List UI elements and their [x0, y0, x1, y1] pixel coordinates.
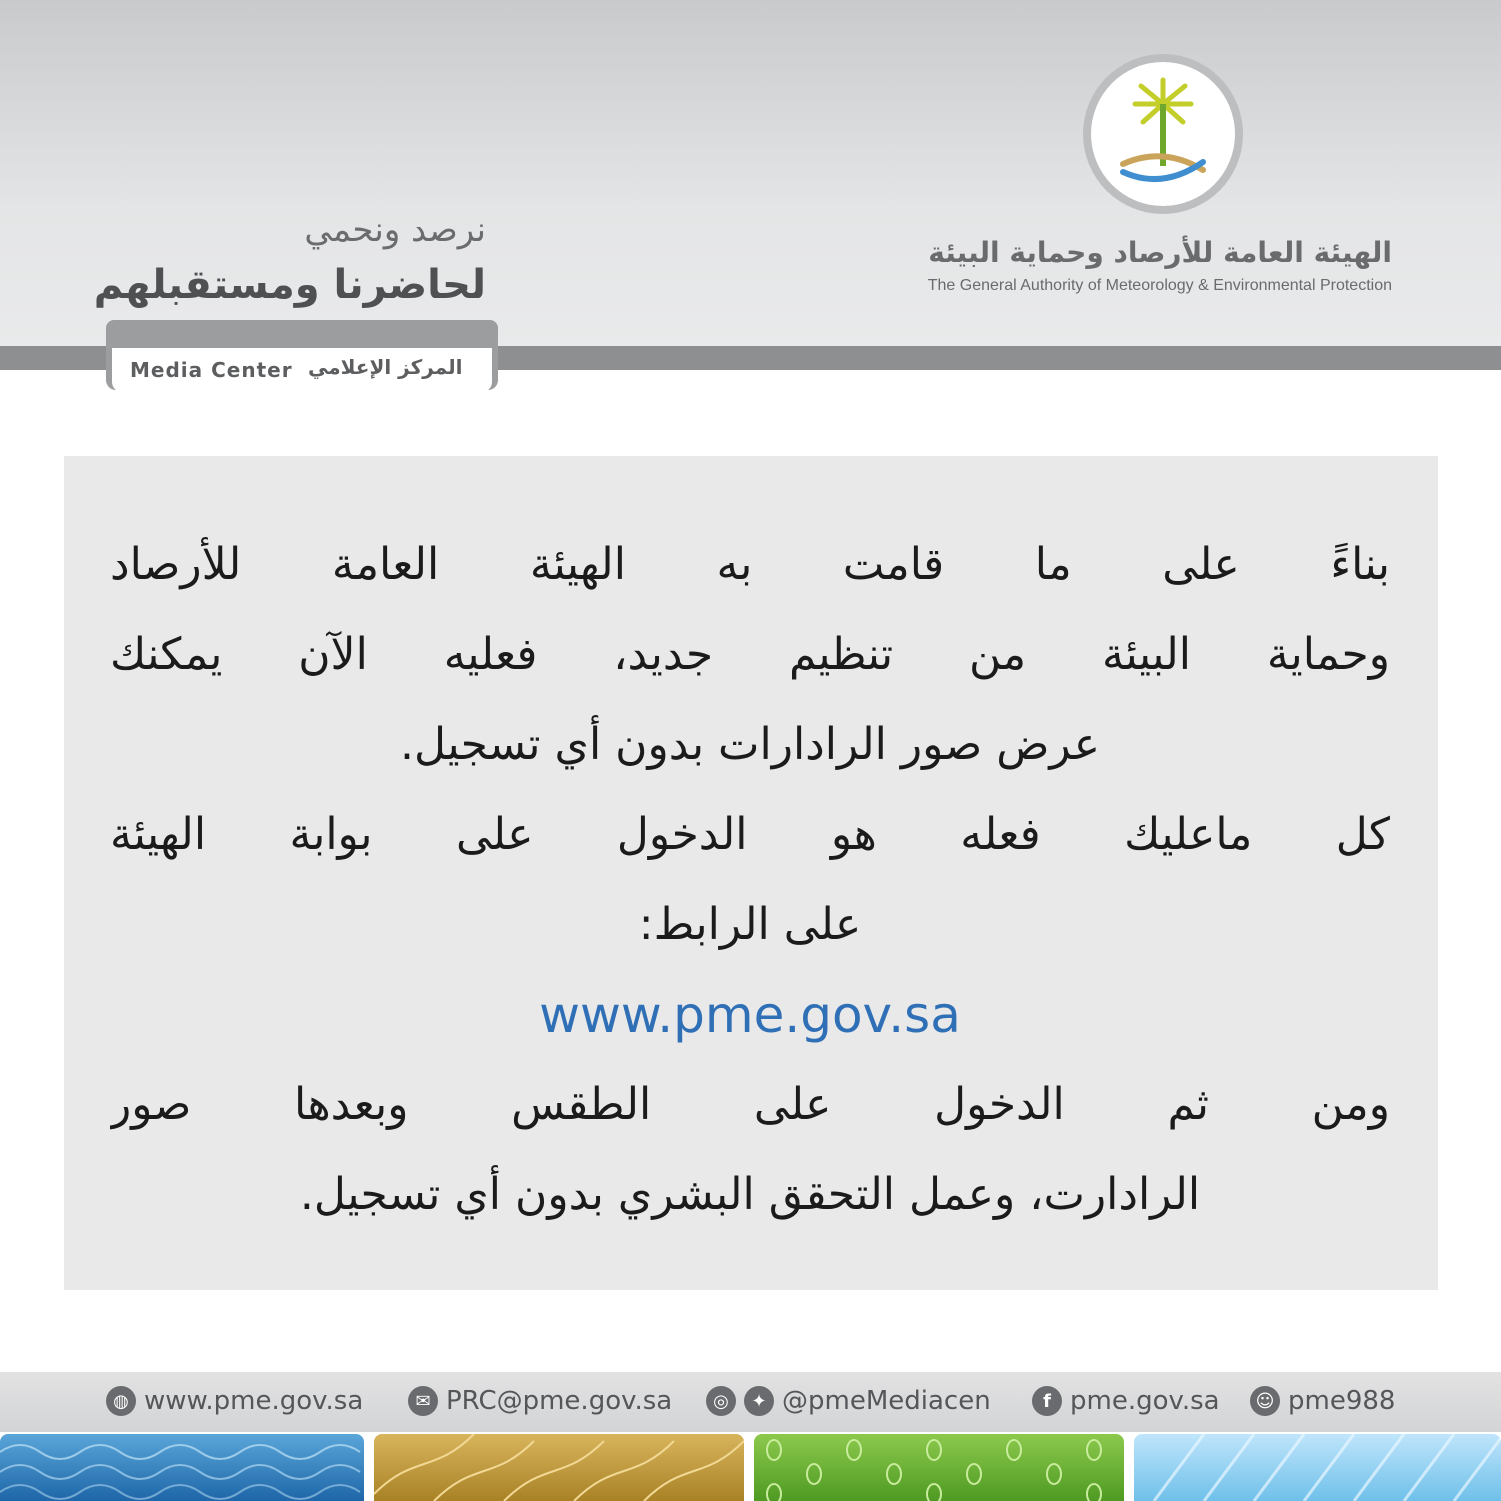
notice-line: كل ماعليك فعله هو الدخول على بوابة الهيئة [110, 809, 1390, 860]
contact-facebook[interactable] [1032, 1384, 1220, 1418]
portal-link[interactable]: www.pme.gov.sa [539, 986, 961, 1044]
contact-website-label: www.pme.gov.sa [144, 1386, 364, 1416]
sky-pattern-tile [1134, 1434, 1501, 1501]
notice-line: بناءً على ما قامت به الهيئة العامة للأرصاد [110, 539, 1390, 590]
vegetation-pattern-tile [754, 1434, 1124, 1501]
snapchat-icon: ☺ [1250, 1386, 1280, 1416]
mail-icon: ✉ [408, 1386, 438, 1416]
palm-swords-emblem-icon [1081, 52, 1245, 216]
notice-line: عرض صور الرادارات بدون أي تسجيل. [400, 719, 1100, 770]
media-center-label-ar: المركز الإعلامي [308, 355, 463, 379]
contact-email[interactable] [408, 1384, 672, 1418]
globe-icon: ◍ [106, 1386, 136, 1416]
org-name-ar: الهيئة العامة للأرصاد وحماية البيئة [928, 236, 1392, 269]
slogan-line-2: لحاضرنا ومستقبلهم [93, 262, 486, 308]
contact-social-label: @pmeMediacen [782, 1386, 991, 1416]
notice-text [110, 520, 1390, 1240]
water-pattern-tile [0, 1434, 364, 1501]
contact-facebook-label: pme.gov.sa [1070, 1386, 1220, 1416]
contact-email-label: PRC@pme.gov.sa [446, 1386, 673, 1416]
facebook-icon: f [1032, 1386, 1062, 1416]
notice-line: وحماية البيئة من تنظيم جديد، فعليه الآن يمكنك [110, 629, 1390, 680]
contact-snapchat-label: pme988 [1288, 1386, 1396, 1416]
contact-snapchat[interactable] [1250, 1384, 1395, 1418]
contact-social[interactable] [706, 1384, 991, 1418]
desert-pattern-tile [374, 1434, 744, 1501]
notice-line: على الرابط: [638, 899, 862, 950]
contact-website[interactable] [106, 1384, 363, 1418]
notice-line: الرادارت، وعمل التحقق البشري بدون أي تسجيل. [299, 1169, 1201, 1220]
media-center-label-en: Media Center [130, 358, 293, 382]
slogan-line-1: نرصد ونحمي [304, 210, 486, 250]
twitter-icon: ✦ [744, 1386, 774, 1416]
instagram-icon: ◎ [706, 1386, 736, 1416]
org-name-en: The General Authority of Meteorology & Environmental Protection [927, 277, 1392, 294]
notice-line: ومن ثم الدخول على الطقس وبعدها صور [110, 1079, 1390, 1130]
